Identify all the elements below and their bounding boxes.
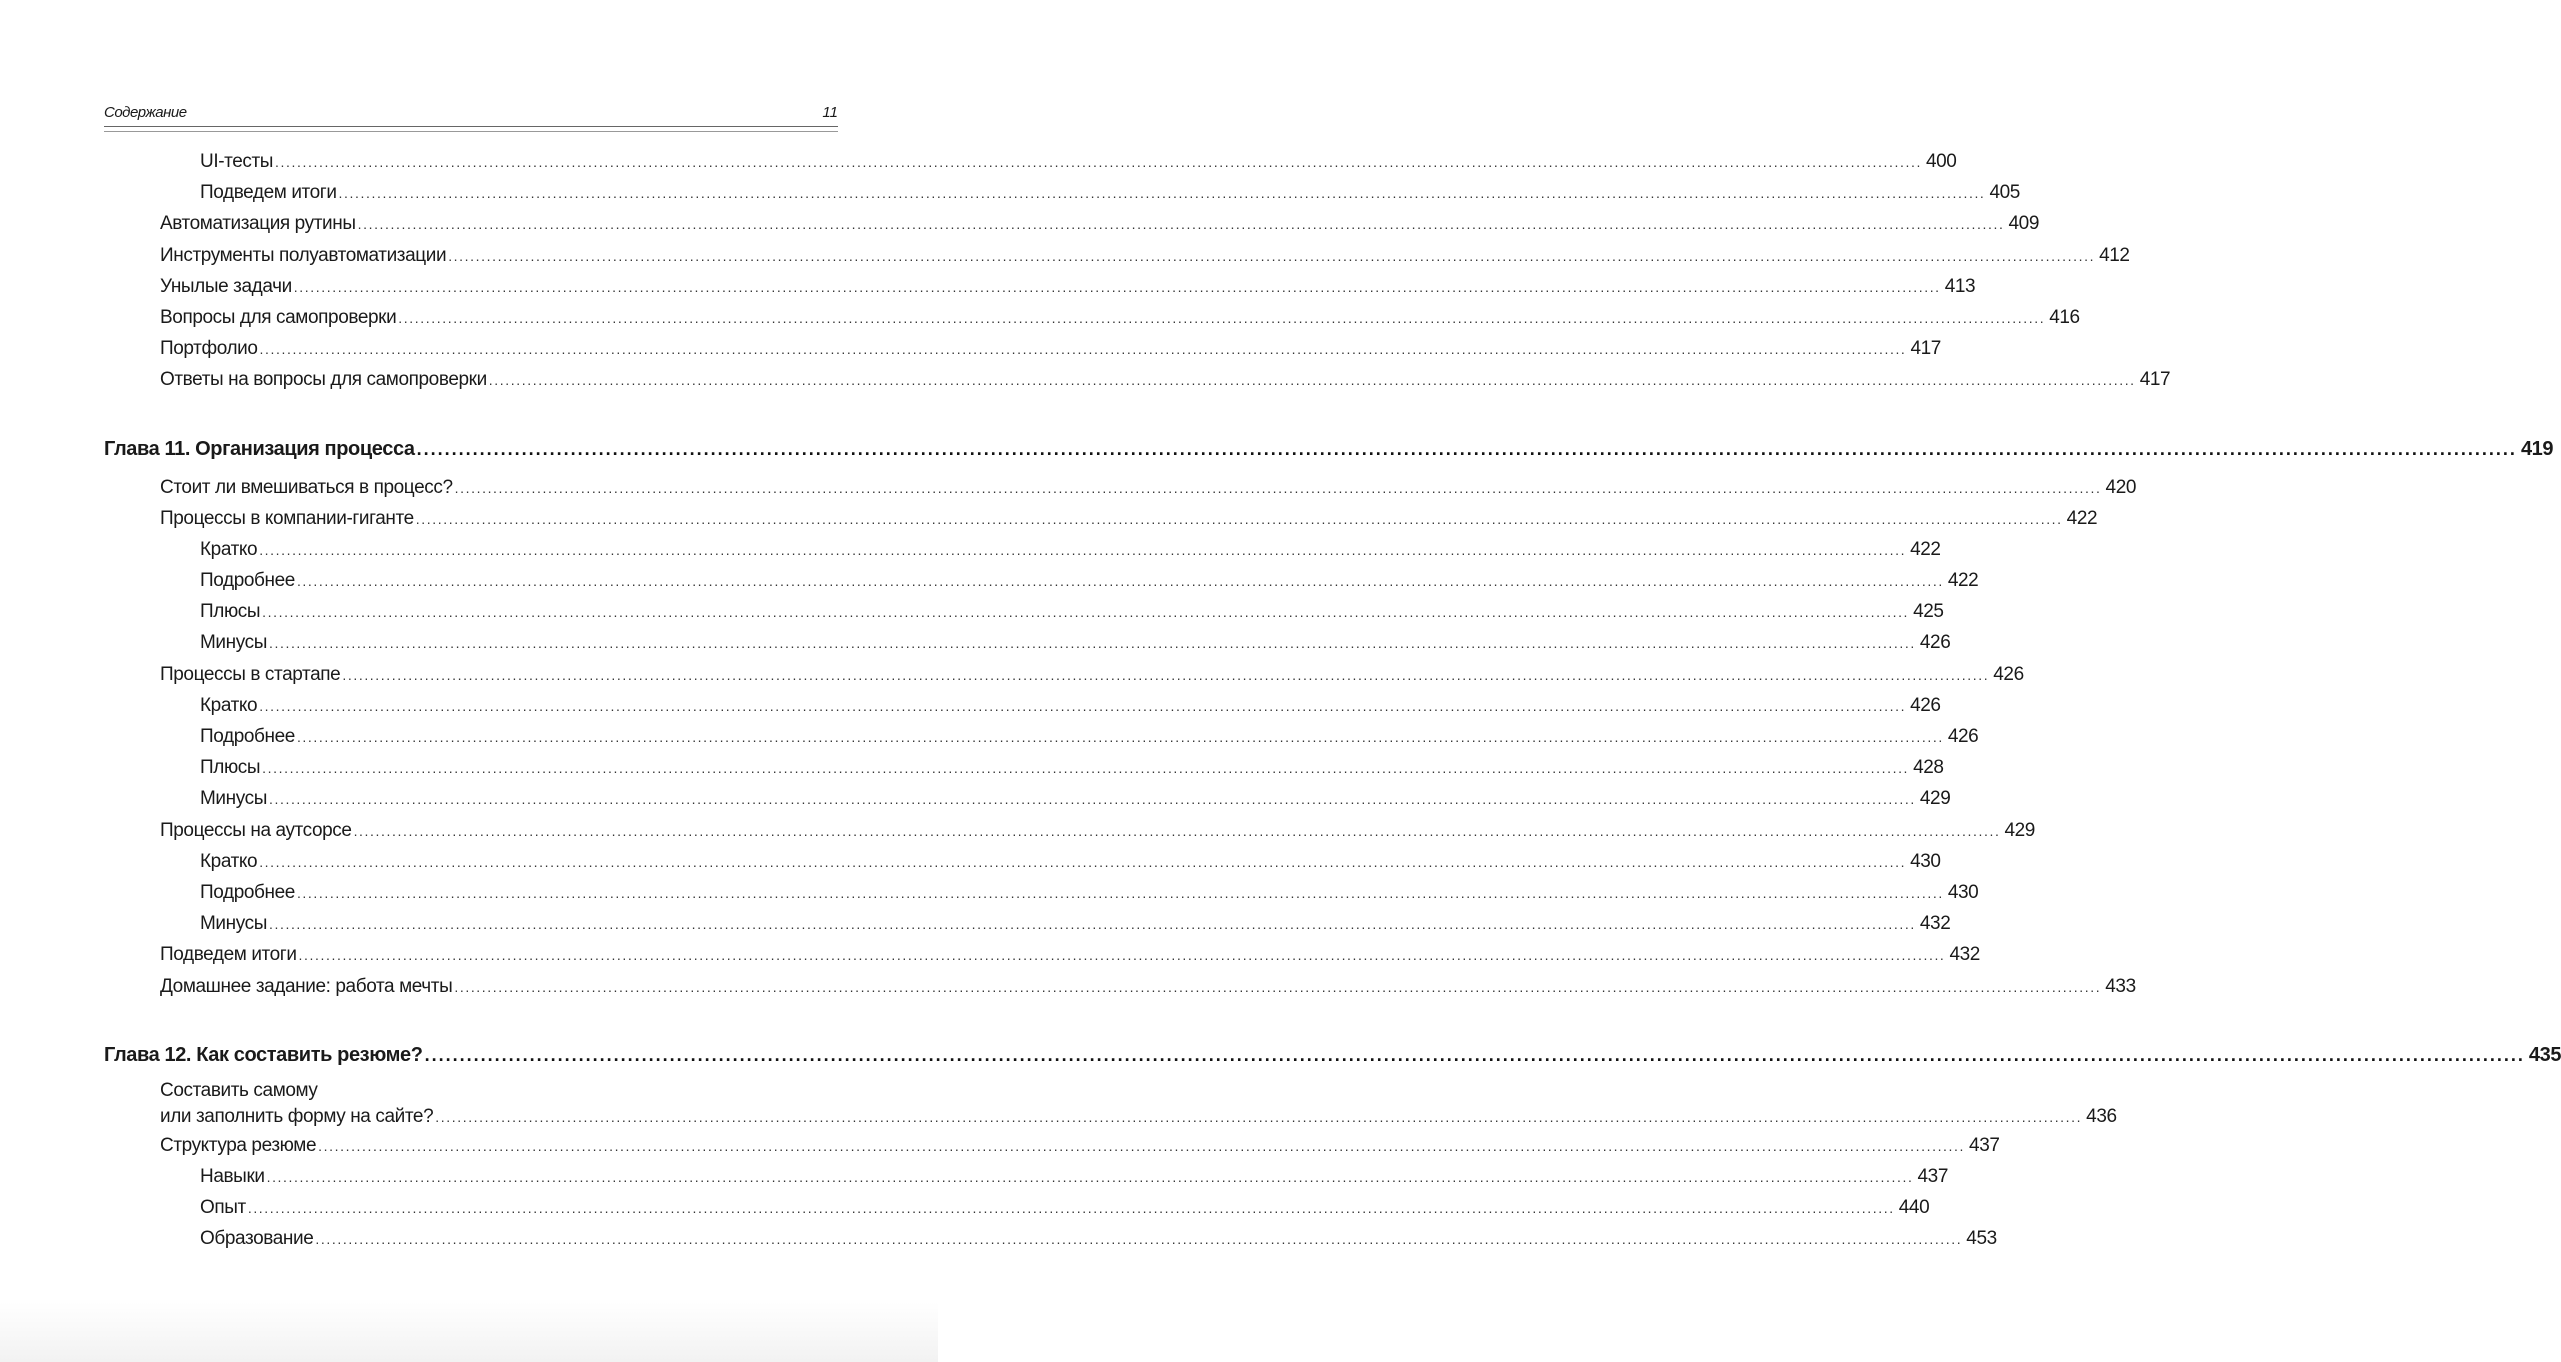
toc-entry[interactable] (104, 971, 2136, 1002)
toc-entry[interactable] (104, 240, 2130, 271)
toc-entry-label: Домашнее задание: работа мечты (160, 975, 453, 997)
toc-entry-label: Подведем итоги (200, 182, 337, 204)
toc-entry[interactable] (104, 472, 2137, 503)
table-of-contents (104, 146, 2561, 1254)
toc-entry-label: Унылые задачи (160, 275, 292, 297)
toc-entry-page: 400 (1925, 151, 1957, 172)
toc-entry-label-line2: или заполнить форму на сайте? (160, 1105, 434, 1127)
toc-entry-label: Автоматизация рутины (160, 213, 356, 235)
toc-entry-page: 437 (1917, 1165, 1948, 1187)
dot-leader: ............................................................................................................................................................................................................................................................................................................ (266, 1168, 1914, 1185)
toc-entry-page: 425 (1913, 601, 1944, 623)
toc-entry[interactable] (104, 846, 1941, 877)
toc-entry[interactable] (104, 721, 1979, 752)
dot-leader: ............................................................................................................................................................................................................................................................................................................ (262, 760, 1910, 777)
toc-entry-page: 436 (2086, 1105, 2117, 1127)
dot-leader: ............................................................................................................................................................................................................................................................................................................ (353, 822, 2001, 839)
toc-entry[interactable] (104, 1161, 1948, 1192)
toc-entry[interactable] (104, 208, 2040, 239)
toc-chapter-entry[interactable] (104, 434, 2554, 465)
dot-leader: ............................................................................................................................................................................................................................................................................................................ (488, 372, 2136, 389)
dot-leader: ............................................................................................................................................................................................................................................................................................................ (247, 1200, 1895, 1217)
toc-entry-label: Образование (200, 1228, 314, 1250)
dot-leader: ............................................................................................................................................................................................................................................................................................................ (398, 309, 2046, 326)
dot-leader: ............................................................................................................................................................................................................................................................................................................ (338, 185, 1986, 202)
toc-entry[interactable] (104, 1130, 2000, 1161)
toc-entry-page: 405 (1989, 182, 2020, 204)
toc-entry-label: Структура резюме (160, 1134, 317, 1156)
toc-entry-page: 412 (2099, 244, 2130, 266)
toc-entry[interactable] (104, 627, 1951, 658)
toc-entry-label: Опыт (200, 1197, 246, 1219)
toc-entry-label: Ответы на вопросы для самопроверки (160, 369, 487, 391)
toc-entry-label: Процессы в компании-гиганте (160, 507, 414, 529)
dot-leader: ............................................................................................................................................................................................................................................................................................................ (435, 1108, 2083, 1125)
toc-entry-label: Навыки (200, 1165, 265, 1187)
toc-entry[interactable] (104, 333, 1941, 364)
toc-entry-page: 422 (1947, 570, 1979, 592)
running-header (104, 104, 838, 126)
dot-leader: ............................................................................................................................................................................................................................................................................................................ (454, 479, 2102, 496)
dot-leader: ............................................................................................................................................................................................................................................................................................................ (415, 510, 2063, 527)
toc-entry-page: 416 (2049, 306, 2080, 328)
dot-leader: ............................................................................................................................................................................................................................................................................................................ (268, 635, 1916, 652)
toc-entry-label: Кратко (200, 538, 258, 560)
toc-entry-page: 422 (2066, 507, 2098, 529)
dot-leader: ............................................................................................................................................................................................................................................................................................................ (298, 947, 1946, 964)
dot-leader: ............................................................................................................................................................................................................................................................................................................ (259, 697, 1907, 714)
toc-entry-label: Портфолио (160, 338, 258, 360)
dot-leader: ............................................................................................................................................................................................................................................................................................................ (416, 438, 2517, 459)
toc-entry-label: Стоит ли вмешиваться в процесс? (160, 476, 453, 498)
dot-leader: ............................................................................................................................................................................................................................................................................................................ (448, 247, 2096, 264)
toc-entry-page: 432 (1919, 913, 1951, 935)
dot-leader: ............................................................................................................................................................................................................................................................................................................ (424, 1044, 2525, 1065)
toc-entry-page: 417 (1910, 338, 1941, 360)
toc-entry-page: 437 (1969, 1134, 2000, 1156)
toc-entry[interactable] (104, 1223, 1997, 1254)
toc-entry[interactable] (104, 783, 1951, 814)
toc-entry-page: 420 (2105, 476, 2137, 498)
toc-entry-label: Минусы (200, 632, 267, 654)
toc-entry-label: Плюсы (200, 601, 261, 623)
toc-entry-label: Подробнее (200, 726, 295, 747)
toc-entry-label: Глава 12. Как составить резюме? (104, 1043, 423, 1066)
dot-leader: ............................................................................................................................................................................................................................................................................................................ (275, 154, 1922, 170)
toc-entry-page: 409 (2008, 213, 2040, 235)
toc-entry[interactable] (104, 877, 1979, 908)
toc-entry[interactable] (104, 503, 2098, 534)
toc-entry-label: UI-тесты (200, 151, 274, 172)
dot-leader: ............................................................................................................................................................................................................................................................................................................ (268, 916, 1916, 933)
toc-entry-page: 432 (1949, 944, 1980, 966)
toc-entry-page: 417 (2139, 369, 2171, 391)
toc-entry-page: 413 (1944, 275, 1976, 297)
toc-entry-label: Кратко (200, 850, 258, 872)
dot-leader: ............................................................................................................................................................................................................................................................................................................ (318, 1137, 1966, 1154)
toc-entry[interactable] (104, 596, 1944, 627)
toc-entry-label: Плюсы (200, 757, 261, 779)
dot-leader: ............................................................................................................................................................................................................................................................................................................ (293, 278, 1941, 295)
toc-entry-page: 453 (1966, 1228, 1997, 1250)
toc-entry-label: Процессы на аутсорсе (160, 819, 352, 841)
toc-entry[interactable] (104, 908, 1951, 939)
toc-entry-label: Минусы (200, 788, 267, 810)
toc-entry-page: 426 (1947, 726, 1979, 747)
toc-entry[interactable] (104, 364, 2171, 395)
toc-entry[interactable] (104, 271, 1976, 302)
toc-entry[interactable] (104, 534, 1941, 565)
page-bottom-shade (0, 1302, 938, 1362)
toc-entry-line2 (160, 1104, 2117, 1130)
toc-entry[interactable] (104, 177, 2020, 208)
page-number: 11 (822, 104, 838, 121)
toc-entry-label: Минусы (200, 913, 267, 935)
toc-entry-page: 422 (1910, 538, 1941, 560)
dot-leader: ............................................................................................................................................................................................................................................................................................................ (296, 573, 1944, 590)
dot-leader: ............................................................................................................................................................................................................................................................................................................ (296, 729, 1944, 745)
dot-leader: ............................................................................................................................................................................................................................................................................................................ (262, 604, 1910, 621)
toc-entry-label: Подведем итоги (160, 944, 297, 966)
toc-entry-page: 430 (1947, 881, 1979, 903)
dot-leader: ............................................................................................................................................................................................................................................................................................................ (296, 884, 1944, 901)
dot-leader: ............................................................................................................................................................................................................................................................................................................ (342, 666, 1990, 683)
toc-entry-label: Кратко (200, 694, 258, 716)
dot-leader: ............................................................................................................................................................................................................................................................................................................ (259, 853, 1907, 870)
toc-entry[interactable] (104, 1078, 2117, 1130)
toc-entry-page: 428 (1913, 757, 1944, 779)
toc-entry[interactable] (104, 815, 2035, 846)
dot-leader: ............................................................................................................................................................................................................................................................................................................ (259, 541, 1907, 558)
toc-entry-page: 435 (2528, 1043, 2561, 1066)
toc-entry-page: 426 (1910, 694, 1941, 716)
toc-entry-page: 419 (2520, 437, 2554, 460)
toc-entry-label: Инструменты полуавтоматизации (160, 244, 447, 266)
toc-entry[interactable] (104, 752, 1944, 783)
toc-entry-page: 440 (1898, 1197, 1930, 1219)
dot-leader: ............................................................................................................................................................................................................................................................................................................ (315, 1231, 1963, 1248)
toc-entry-page: 430 (1910, 850, 1941, 872)
dot-leader: ............................................................................................................................................................................................................................................................................................................ (268, 791, 1916, 808)
toc-entry-page: 433 (2105, 975, 2136, 997)
toc-entry[interactable] (104, 146, 1957, 177)
toc-entry[interactable] (104, 1192, 1930, 1223)
toc-entry-label-line1: Составить самому (160, 1079, 318, 1101)
running-header-title: Содержание (104, 104, 187, 121)
toc-entry-label: Процессы в стартапе (160, 663, 341, 685)
toc-entry[interactable] (104, 939, 1980, 970)
toc-entry-label: Глава 11. Организация процесса (104, 437, 415, 460)
dot-leader: ............................................................................................................................................................................................................................................................................................................ (454, 978, 2102, 995)
toc-entry-page: 429 (2004, 819, 2035, 841)
toc-entry[interactable] (104, 302, 2080, 333)
dot-leader: ............................................................................................................................................................................................................................................................................................................ (259, 341, 1907, 358)
toc-entry-page: 429 (1919, 788, 1951, 810)
toc-entry[interactable] (104, 565, 1979, 596)
toc-entry-page: 426 (1919, 632, 1951, 654)
header-rule (104, 126, 838, 132)
toc-entry[interactable] (104, 690, 1941, 721)
toc-entry-label: Вопросы для самопроверки (160, 306, 397, 328)
toc-entry[interactable] (104, 659, 2024, 690)
toc-entry-label: Подробнее (200, 881, 295, 903)
toc-entry-page: 426 (1993, 663, 2024, 685)
dot-leader: ............................................................................................................................................................................................................................................................................................................ (357, 216, 2005, 233)
toc-entry-label: Подробнее (200, 570, 295, 592)
toc-chapter-entry[interactable] (104, 1040, 2561, 1071)
